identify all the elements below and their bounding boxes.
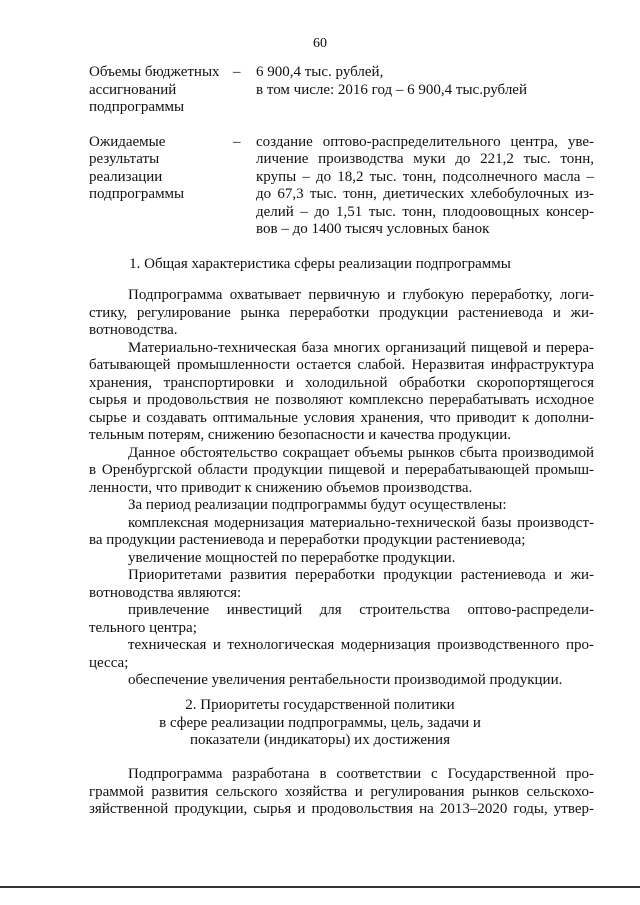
passport-row-budget xyxy=(89,64,594,117)
text-line: цесса; xyxy=(89,654,129,671)
title-line: в сфере реализации подпрограммы, цель, задачи и xyxy=(159,714,481,731)
value-line: 6 900,4 тыс. рублей, xyxy=(256,64,384,80)
text-line: сырье и создавать оптимальные условия хранения, что приводит к дополни- xyxy=(89,409,594,426)
value-line: личение производства муки до 221,2 тыс. тонн, xyxy=(256,151,594,167)
passport-dash: – xyxy=(233,64,241,80)
section-1-title: 1. Общая характеристика сферы реализации подпрограммы xyxy=(129,256,511,272)
passport-value xyxy=(256,64,594,117)
text-line: вотноводства являются: xyxy=(89,584,242,601)
text-line: Данное обстоятельство сокращает объемы рынков сбыта производимой xyxy=(128,444,594,461)
text-line: хранения, транспортировки и холодильной обработки скоропортящегося xyxy=(89,374,594,391)
text-line: привлечение инвестиций для строительства оптово-распредели- xyxy=(128,602,594,618)
label-line: реализации xyxy=(89,168,163,185)
label-line: Ожидаемые xyxy=(89,133,166,150)
text-line: обеспечение увеличения рентабельности производимой продукции. xyxy=(128,672,563,688)
text-line: Подпрограмма разработана в соответствии с Государственной про- xyxy=(128,766,594,782)
text-line: За период реализации подпрограммы будут осуществлены: xyxy=(128,497,507,513)
bottom-border xyxy=(0,886,640,888)
label-line: подпрограммы xyxy=(89,186,185,202)
passport-table xyxy=(89,64,594,256)
label-line: ассигнований xyxy=(89,81,177,98)
text-line: Приоритетами развития переработки продукции растениевода и жи- xyxy=(128,567,594,583)
passport-row-results xyxy=(89,134,594,239)
text-line: техническая и технологическая модернизация производственного про- xyxy=(128,637,594,653)
passport-dash: – xyxy=(233,133,241,150)
section-2-body xyxy=(89,766,594,819)
text-line: граммой развития сельского хозяйства и регулирования рынков сельскохо- xyxy=(89,783,594,800)
text-line: в Оренбургской области продукции пищевой и перерабатывающей промыш- xyxy=(89,462,594,478)
value-line: вов – до 1400 тысяч условных банок xyxy=(256,221,490,237)
label-line: Объемы бюджетных xyxy=(89,64,220,80)
title-line: показатели (индикаторы) их достижения xyxy=(190,732,450,748)
text-line: ленности, что приводит к снижению объемов производства. xyxy=(89,479,473,496)
text-line: зяйственной продукции, сырья и продовольствия на 2013–2020 годы, утвер- xyxy=(89,801,594,817)
value-line: крупы – до 18,2 тыс. тонн, подсолнечного масла – xyxy=(256,168,594,185)
text-line: Материально-техническая база многих организаций пищевой и перера- xyxy=(128,339,594,356)
label-line: результаты xyxy=(89,151,160,167)
label-line: подпрограммы xyxy=(89,99,185,115)
section-2-title xyxy=(0,697,640,750)
text-line: батывающей промышленности остается слабой. Неразвитая инфраструктура xyxy=(89,357,594,373)
text-line: ва продукции растениевода и переработки продукции растениевода; xyxy=(89,532,526,548)
text-line: вотноводства. xyxy=(89,322,178,338)
text-line: тельным потерям, снижению безопасности и качества продукции. xyxy=(89,427,512,443)
title-line: 2. Приоритеты государственной политики xyxy=(185,697,455,713)
section-1-body xyxy=(89,287,594,690)
text-line: комплексная модернизация материально-технической базы производст- xyxy=(128,514,594,531)
value-line: делий – до 1,51 тыс. тонн, плодоовощных консер- xyxy=(256,203,594,220)
text-line: стику, регулирование рынка переработки продукции растениевода и жи- xyxy=(89,304,594,321)
text-line: тельного центра; xyxy=(89,619,197,636)
passport-label xyxy=(89,134,233,239)
value-line: создание оптово-распределительного центра, уве- xyxy=(256,133,594,150)
text-line: сырья и продовольствия не позволяют комплексно перерабатывать исходное xyxy=(89,392,594,408)
text-line: Подпрограмма охватывает первичную и глубокую переработку, логи- xyxy=(128,287,594,303)
text-line: увеличение мощностей по переработке продукции. xyxy=(128,549,456,566)
passport-value xyxy=(256,134,594,239)
page-number: 60 xyxy=(313,36,327,51)
value-line: в том числе: 2016 год – 6 900,4 тыс.рублей xyxy=(256,81,527,98)
passport-label xyxy=(89,64,233,117)
value-line: до 67,3 тыс. тонн, диетических хлебобулочных из- xyxy=(256,186,594,202)
